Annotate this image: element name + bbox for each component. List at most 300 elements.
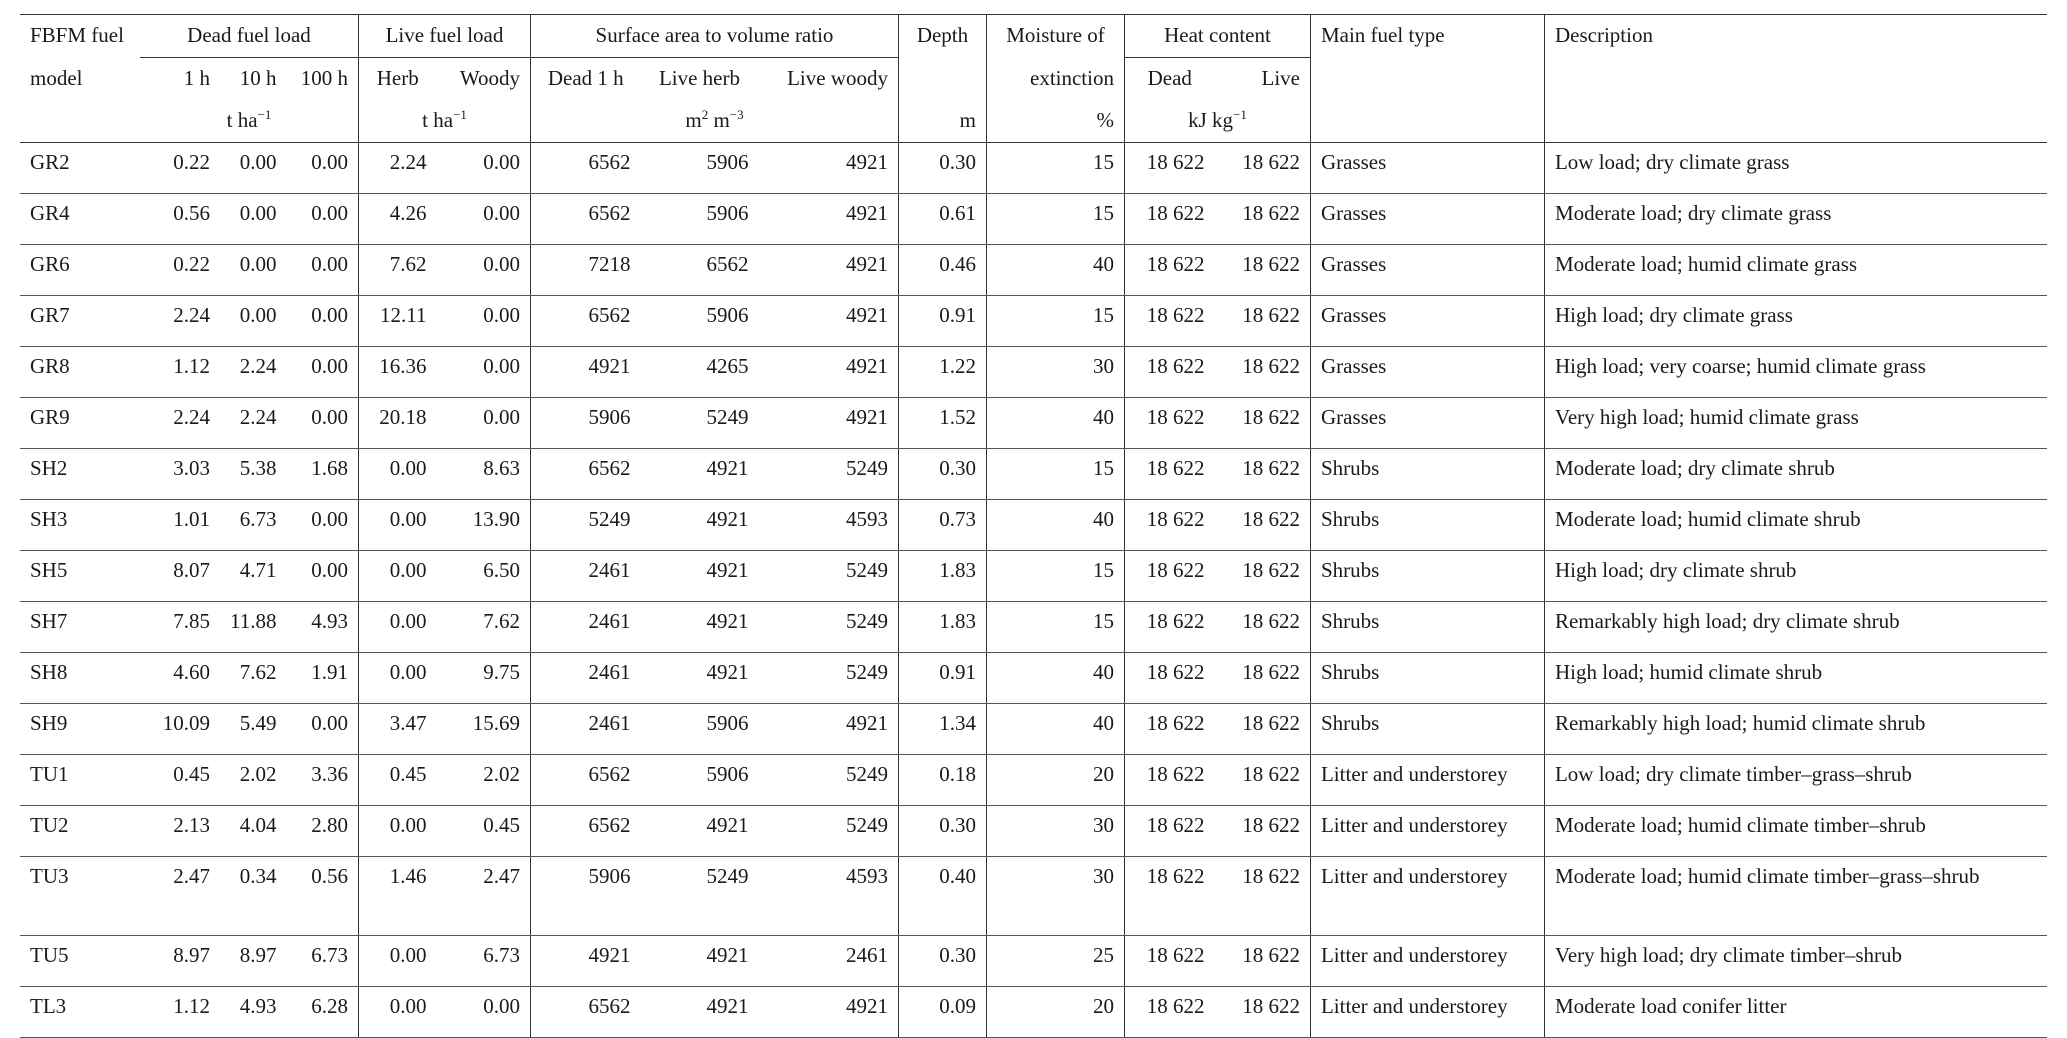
cell-hl: 18 622 bbox=[1214, 987, 1310, 1038]
header-desc-blank bbox=[1544, 58, 2047, 101]
cell-savw: 5249 bbox=[758, 449, 898, 500]
cell-savw: 4921 bbox=[758, 194, 898, 245]
table-row bbox=[20, 347, 2047, 398]
cell-sav1: 6562 bbox=[530, 987, 640, 1038]
units-dead-load-sup: −1 bbox=[257, 107, 272, 123]
cell-moist: 15 bbox=[986, 449, 1124, 500]
cell-model: SH7 bbox=[20, 602, 140, 653]
cell-depth: 1.52 bbox=[898, 398, 986, 449]
cell-depth: 0.73 bbox=[898, 500, 986, 551]
units-sav-b-sup: −3 bbox=[729, 107, 744, 123]
cell-savh: 4921 bbox=[640, 602, 758, 653]
cell-depth: 1.22 bbox=[898, 347, 986, 398]
cell-herb: 3.47 bbox=[358, 704, 436, 755]
cell-d100: 1.91 bbox=[286, 653, 358, 704]
cell-model: SH5 bbox=[20, 551, 140, 602]
cell-d10: 4.04 bbox=[220, 806, 286, 857]
header-depth: Depth bbox=[898, 15, 986, 58]
cell-type: Shrubs bbox=[1310, 551, 1544, 602]
cell-d1: 7.85 bbox=[140, 602, 220, 653]
cell-sav1: 6562 bbox=[530, 806, 640, 857]
cell-model: GR9 bbox=[20, 398, 140, 449]
cell-desc: Moderate load conifer litter bbox=[1544, 987, 2047, 1038]
cell-moist: 25 bbox=[986, 936, 1124, 987]
header-main-fuel-type: Main fuel type bbox=[1310, 15, 1544, 58]
cell-sav1: 5249 bbox=[530, 500, 640, 551]
cell-hd: 18 622 bbox=[1124, 987, 1214, 1038]
cell-d100: 0.00 bbox=[286, 551, 358, 602]
cell-woody: 2.02 bbox=[436, 755, 530, 806]
cell-savw: 2461 bbox=[758, 936, 898, 987]
cell-depth: 0.09 bbox=[898, 987, 986, 1038]
cell-d10: 2.02 bbox=[220, 755, 286, 806]
cell-desc: Moderate load; humid climate grass bbox=[1544, 245, 2047, 296]
cell-type: Grasses bbox=[1310, 245, 1544, 296]
table-row bbox=[20, 653, 2047, 704]
cell-depth: 0.30 bbox=[898, 936, 986, 987]
units-live-load-sup: −1 bbox=[453, 107, 467, 123]
cell-savh: 6562 bbox=[640, 245, 758, 296]
cell-type: Litter and understorey bbox=[1310, 755, 1544, 806]
cell-hd: 18 622 bbox=[1124, 398, 1214, 449]
cell-hl: 18 622 bbox=[1214, 194, 1310, 245]
cell-herb: 0.45 bbox=[358, 755, 436, 806]
cell-model: GR4 bbox=[20, 194, 140, 245]
cell-type: Litter and understorey bbox=[1310, 857, 1544, 936]
cell-depth: 0.30 bbox=[898, 143, 986, 194]
cell-type: Litter and understorey bbox=[1310, 806, 1544, 857]
cell-hd: 18 622 bbox=[1124, 806, 1214, 857]
cell-hd: 18 622 bbox=[1124, 653, 1214, 704]
cell-d1: 1.01 bbox=[140, 500, 220, 551]
cell-desc: Low load; dry climate grass bbox=[1544, 143, 2047, 194]
header-dead-100h: 100 h bbox=[300, 66, 348, 91]
cell-woody: 0.00 bbox=[436, 194, 530, 245]
cell-woody: 7.62 bbox=[436, 602, 530, 653]
cell-savh: 4921 bbox=[640, 987, 758, 1038]
cell-model: SH9 bbox=[20, 704, 140, 755]
cell-hd: 18 622 bbox=[1124, 194, 1214, 245]
table-header bbox=[20, 15, 2047, 143]
cell-model: TU1 bbox=[20, 755, 140, 806]
units-depth: m bbox=[898, 100, 986, 143]
cell-desc: High load; very coarse; humid climate grass bbox=[1544, 347, 2047, 398]
cell-hl: 18 622 bbox=[1214, 143, 1310, 194]
cell-woody: 15.69 bbox=[436, 704, 530, 755]
cell-herb: 0.00 bbox=[358, 653, 436, 704]
table-row bbox=[20, 194, 2047, 245]
cell-hd: 18 622 bbox=[1124, 347, 1214, 398]
fuel-model-table bbox=[20, 14, 2047, 1038]
cell-moist: 15 bbox=[986, 602, 1124, 653]
cell-sav1: 4921 bbox=[530, 347, 640, 398]
fuel-model-table-container bbox=[20, 14, 2047, 1038]
header-units-row bbox=[20, 100, 2047, 143]
table-row bbox=[20, 449, 2047, 500]
cell-sav1: 5906 bbox=[530, 857, 640, 936]
cell-depth: 0.18 bbox=[898, 755, 986, 806]
cell-model: GR8 bbox=[20, 347, 140, 398]
cell-d1: 2.24 bbox=[140, 296, 220, 347]
cell-d100: 0.00 bbox=[286, 347, 358, 398]
table-row bbox=[20, 398, 2047, 449]
cell-d100: 1.68 bbox=[286, 449, 358, 500]
cell-d1: 2.47 bbox=[140, 857, 220, 936]
cell-moist: 40 bbox=[986, 398, 1124, 449]
cell-sav1: 2461 bbox=[530, 551, 640, 602]
header-fbfm-line2: model bbox=[30, 65, 83, 90]
cell-d10: 11.88 bbox=[220, 602, 286, 653]
header-fueltype-blank bbox=[1310, 58, 1544, 101]
cell-woody: 6.50 bbox=[436, 551, 530, 602]
cell-model: GR7 bbox=[20, 296, 140, 347]
cell-d10: 8.97 bbox=[220, 936, 286, 987]
cell-sav1: 5906 bbox=[530, 398, 640, 449]
cell-d10: 0.00 bbox=[220, 245, 286, 296]
cell-d100: 3.36 bbox=[286, 755, 358, 806]
cell-hl: 18 622 bbox=[1214, 936, 1310, 987]
cell-moist: 40 bbox=[986, 653, 1124, 704]
cell-savh: 4921 bbox=[640, 551, 758, 602]
cell-herb: 0.00 bbox=[358, 551, 436, 602]
cell-model: TU5 bbox=[20, 936, 140, 987]
cell-depth: 1.34 bbox=[898, 704, 986, 755]
table-row bbox=[20, 296, 2047, 347]
cell-d100: 4.93 bbox=[286, 602, 358, 653]
cell-type: Grasses bbox=[1310, 296, 1544, 347]
cell-savh: 4921 bbox=[640, 936, 758, 987]
cell-hd: 18 622 bbox=[1124, 551, 1214, 602]
header-heat-live: Live bbox=[1261, 66, 1300, 91]
cell-model: SH3 bbox=[20, 500, 140, 551]
cell-savw: 4921 bbox=[758, 347, 898, 398]
units-heat-sup: −1 bbox=[1233, 107, 1247, 123]
cell-depth: 0.46 bbox=[898, 245, 986, 296]
cell-desc: Moderate load; humid climate timber–grass–shrub bbox=[1544, 857, 2047, 936]
cell-hl: 18 622 bbox=[1214, 857, 1310, 936]
cell-savh: 4921 bbox=[640, 500, 758, 551]
table-row bbox=[20, 806, 2047, 857]
cell-d100: 0.00 bbox=[286, 245, 358, 296]
cell-model: GR6 bbox=[20, 245, 140, 296]
cell-hl: 18 622 bbox=[1214, 449, 1310, 500]
cell-woody: 8.63 bbox=[436, 449, 530, 500]
cell-herb: 20.18 bbox=[358, 398, 436, 449]
cell-hd: 18 622 bbox=[1124, 143, 1214, 194]
cell-d100: 0.00 bbox=[286, 500, 358, 551]
cell-savw: 4921 bbox=[758, 987, 898, 1038]
cell-woody: 0.00 bbox=[436, 245, 530, 296]
cell-type: Shrubs bbox=[1310, 500, 1544, 551]
cell-depth: 0.30 bbox=[898, 806, 986, 857]
cell-moist: 15 bbox=[986, 143, 1124, 194]
header-sav-ratio: Surface area to volume ratio bbox=[530, 15, 898, 58]
cell-savh: 5906 bbox=[640, 194, 758, 245]
cell-savh: 5906 bbox=[640, 143, 758, 194]
cell-savh: 5906 bbox=[640, 755, 758, 806]
cell-sav1: 6562 bbox=[530, 296, 640, 347]
cell-herb: 12.11 bbox=[358, 296, 436, 347]
cell-type: Shrubs bbox=[1310, 449, 1544, 500]
cell-savh: 5249 bbox=[640, 398, 758, 449]
cell-moist: 15 bbox=[986, 551, 1124, 602]
cell-savw: 5249 bbox=[758, 602, 898, 653]
cell-savw: 4921 bbox=[758, 296, 898, 347]
cell-hl: 18 622 bbox=[1214, 653, 1310, 704]
header-description: Description bbox=[1544, 15, 2047, 58]
cell-sav1: 6562 bbox=[530, 143, 640, 194]
cell-d100: 0.00 bbox=[286, 704, 358, 755]
cell-hl: 18 622 bbox=[1214, 704, 1310, 755]
cell-model: TL3 bbox=[20, 987, 140, 1038]
cell-savw: 4921 bbox=[758, 704, 898, 755]
cell-depth: 0.30 bbox=[898, 449, 986, 500]
cell-model: TU2 bbox=[20, 806, 140, 857]
cell-desc: Moderate load; dry climate shrub bbox=[1544, 449, 2047, 500]
cell-hl: 18 622 bbox=[1214, 806, 1310, 857]
header-live-fuel-load: Live fuel load bbox=[358, 15, 530, 58]
cell-type: Grasses bbox=[1310, 194, 1544, 245]
cell-d10: 7.62 bbox=[220, 653, 286, 704]
cell-depth: 0.91 bbox=[898, 653, 986, 704]
cell-d100: 0.00 bbox=[286, 398, 358, 449]
header-heat-content: Heat content bbox=[1124, 15, 1310, 58]
units-heat bbox=[1124, 100, 1310, 143]
cell-d10: 5.49 bbox=[220, 704, 286, 755]
units-sav-b: m bbox=[708, 108, 730, 133]
cell-hl: 18 622 bbox=[1214, 755, 1310, 806]
cell-desc: High load; dry climate shrub bbox=[1544, 551, 2047, 602]
cell-savw: 4593 bbox=[758, 857, 898, 936]
cell-d100: 0.00 bbox=[286, 194, 358, 245]
cell-sav1: 2461 bbox=[530, 704, 640, 755]
cell-desc: Low load; dry climate timber–grass–shrub bbox=[1544, 755, 2047, 806]
cell-hl: 18 622 bbox=[1214, 500, 1310, 551]
cell-sav1: 2461 bbox=[530, 602, 640, 653]
cell-sav1: 2461 bbox=[530, 653, 640, 704]
units-sav-a: m bbox=[685, 108, 702, 133]
header-sav-dead1h: Dead 1 h bbox=[530, 58, 640, 101]
header-depth-blank bbox=[898, 58, 986, 101]
cell-hd: 18 622 bbox=[1124, 936, 1214, 987]
units-dead-load-text: t ha bbox=[226, 108, 258, 133]
cell-desc: Very high load; dry climate timber–shrub bbox=[1544, 936, 2047, 987]
cell-hl: 18 622 bbox=[1214, 296, 1310, 347]
cell-sav1: 4921 bbox=[530, 936, 640, 987]
units-heat-text: kJ kg bbox=[1188, 108, 1234, 133]
cell-d10: 5.38 bbox=[220, 449, 286, 500]
cell-herb: 7.62 bbox=[358, 245, 436, 296]
cell-herb: 1.46 bbox=[358, 857, 436, 936]
cell-herb: 2.24 bbox=[358, 143, 436, 194]
cell-hd: 18 622 bbox=[1124, 245, 1214, 296]
cell-woody: 0.00 bbox=[436, 347, 530, 398]
header-row-1 bbox=[20, 15, 2047, 58]
header-heat-dead: Dead bbox=[1124, 58, 1214, 101]
cell-savh: 5906 bbox=[640, 704, 758, 755]
cell-herb: 0.00 bbox=[358, 987, 436, 1038]
cell-d10: 0.00 bbox=[220, 194, 286, 245]
header-row-2 bbox=[20, 58, 2047, 101]
cell-hd: 18 622 bbox=[1124, 449, 1214, 500]
table-row bbox=[20, 551, 2047, 602]
header-moisture-line2: extinction bbox=[986, 58, 1124, 101]
cell-savh: 5906 bbox=[640, 296, 758, 347]
cell-herb: 4.26 bbox=[358, 194, 436, 245]
cell-desc: Moderate load; dry climate grass bbox=[1544, 194, 2047, 245]
cell-hd: 18 622 bbox=[1124, 500, 1214, 551]
cell-depth: 0.91 bbox=[898, 296, 986, 347]
cell-savh: 5249 bbox=[640, 857, 758, 936]
cell-woody: 9.75 bbox=[436, 653, 530, 704]
cell-hd: 18 622 bbox=[1124, 755, 1214, 806]
cell-d100: 0.00 bbox=[286, 143, 358, 194]
units-fueltype-blank bbox=[1310, 100, 1544, 143]
cell-model: TU3 bbox=[20, 857, 140, 936]
cell-d1: 2.13 bbox=[140, 806, 220, 857]
cell-type: Shrubs bbox=[1310, 653, 1544, 704]
units-desc-blank bbox=[1544, 100, 2047, 143]
cell-moist: 30 bbox=[986, 806, 1124, 857]
cell-savh: 4265 bbox=[640, 347, 758, 398]
cell-desc: Moderate load; humid climate shrub bbox=[1544, 500, 2047, 551]
cell-depth: 1.83 bbox=[898, 551, 986, 602]
cell-d1: 10.09 bbox=[140, 704, 220, 755]
cell-moist: 40 bbox=[986, 245, 1124, 296]
cell-savw: 5249 bbox=[758, 551, 898, 602]
cell-hl: 18 622 bbox=[1214, 602, 1310, 653]
cell-d1: 0.22 bbox=[140, 245, 220, 296]
header-live-woody: Woody bbox=[459, 66, 520, 91]
cell-savh: 4921 bbox=[640, 806, 758, 857]
header-fbfm-line1: FBFM fuel bbox=[20, 15, 140, 58]
cell-woody: 0.00 bbox=[436, 143, 530, 194]
cell-savh: 4921 bbox=[640, 449, 758, 500]
header-live-herb: Herb bbox=[358, 58, 436, 101]
cell-woody: 0.00 bbox=[436, 987, 530, 1038]
cell-hl: 18 622 bbox=[1214, 551, 1310, 602]
cell-savw: 4921 bbox=[758, 245, 898, 296]
cell-d1: 0.22 bbox=[140, 143, 220, 194]
cell-d10: 2.24 bbox=[220, 347, 286, 398]
cell-hd: 18 622 bbox=[1124, 296, 1214, 347]
cell-woody: 0.00 bbox=[436, 398, 530, 449]
cell-type: Shrubs bbox=[1310, 602, 1544, 653]
cell-depth: 0.61 bbox=[898, 194, 986, 245]
cell-woody: 2.47 bbox=[436, 857, 530, 936]
cell-d1: 1.12 bbox=[140, 347, 220, 398]
cell-d1: 2.24 bbox=[140, 398, 220, 449]
cell-d100: 0.00 bbox=[286, 296, 358, 347]
cell-herb: 0.00 bbox=[358, 449, 436, 500]
cell-d100: 6.28 bbox=[286, 987, 358, 1038]
cell-d1: 0.45 bbox=[140, 755, 220, 806]
cell-herb: 0.00 bbox=[358, 806, 436, 857]
cell-savw: 5249 bbox=[758, 653, 898, 704]
cell-d10: 4.71 bbox=[220, 551, 286, 602]
cell-moist: 20 bbox=[986, 755, 1124, 806]
cell-d100: 0.56 bbox=[286, 857, 358, 936]
cell-savw: 5249 bbox=[758, 755, 898, 806]
cell-woody: 13.90 bbox=[436, 500, 530, 551]
cell-hl: 18 622 bbox=[1214, 245, 1310, 296]
cell-d1: 4.60 bbox=[140, 653, 220, 704]
cell-savh: 4921 bbox=[640, 653, 758, 704]
cell-moist: 30 bbox=[986, 347, 1124, 398]
cell-depth: 0.40 bbox=[898, 857, 986, 936]
cell-moist: 40 bbox=[986, 704, 1124, 755]
header-sav-livewoody: Live woody bbox=[787, 66, 888, 91]
cell-d1: 0.56 bbox=[140, 194, 220, 245]
cell-moist: 40 bbox=[986, 500, 1124, 551]
table-row bbox=[20, 857, 2047, 936]
cell-model: SH8 bbox=[20, 653, 140, 704]
cell-woody: 0.00 bbox=[436, 296, 530, 347]
cell-woody: 6.73 bbox=[436, 936, 530, 987]
table-row bbox=[20, 143, 2047, 194]
cell-d10: 0.00 bbox=[220, 143, 286, 194]
cell-moist: 15 bbox=[986, 194, 1124, 245]
table-row bbox=[20, 755, 2047, 806]
cell-sav1: 6562 bbox=[530, 755, 640, 806]
cell-woody: 0.45 bbox=[436, 806, 530, 857]
cell-type: Litter and understorey bbox=[1310, 987, 1544, 1038]
cell-savw: 4921 bbox=[758, 143, 898, 194]
cell-type: Litter and understorey bbox=[1310, 936, 1544, 987]
cell-desc: High load; dry climate grass bbox=[1544, 296, 2047, 347]
cell-model: GR2 bbox=[20, 143, 140, 194]
cell-herb: 0.00 bbox=[358, 500, 436, 551]
cell-d10: 4.93 bbox=[220, 987, 286, 1038]
cell-desc: Remarkably high load; dry climate shrub bbox=[1544, 602, 2047, 653]
cell-d10: 6.73 bbox=[220, 500, 286, 551]
table-row bbox=[20, 704, 2047, 755]
cell-type: Shrubs bbox=[1310, 704, 1544, 755]
units-dead-load bbox=[140, 100, 358, 143]
cell-d1: 3.03 bbox=[140, 449, 220, 500]
table-row bbox=[20, 500, 2047, 551]
header-dead-1h: 1 h bbox=[183, 66, 210, 91]
header-dead-fuel-load: Dead fuel load bbox=[140, 15, 358, 58]
units-model-blank bbox=[20, 100, 140, 143]
cell-savw: 4921 bbox=[758, 398, 898, 449]
table-row bbox=[20, 936, 2047, 987]
cell-d1: 8.07 bbox=[140, 551, 220, 602]
units-sav bbox=[530, 100, 898, 143]
table-body bbox=[20, 143, 2047, 1038]
cell-desc: Very high load; humid climate grass bbox=[1544, 398, 2047, 449]
cell-sav1: 6562 bbox=[530, 449, 640, 500]
cell-herb: 0.00 bbox=[358, 936, 436, 987]
cell-moist: 30 bbox=[986, 857, 1124, 936]
cell-moist: 15 bbox=[986, 296, 1124, 347]
cell-d100: 6.73 bbox=[286, 936, 358, 987]
cell-savw: 5249 bbox=[758, 806, 898, 857]
cell-hl: 18 622 bbox=[1214, 347, 1310, 398]
cell-desc: Moderate load; humid climate timber–shrub bbox=[1544, 806, 2047, 857]
cell-moist: 20 bbox=[986, 987, 1124, 1038]
units-live-load bbox=[358, 100, 530, 143]
cell-hd: 18 622 bbox=[1124, 704, 1214, 755]
cell-desc: Remarkably high load; humid climate shrub bbox=[1544, 704, 2047, 755]
cell-herb: 0.00 bbox=[358, 602, 436, 653]
table-row bbox=[20, 602, 2047, 653]
header-moisture-line1: Moisture of bbox=[986, 15, 1124, 58]
cell-type: Grasses bbox=[1310, 143, 1544, 194]
cell-model: SH2 bbox=[20, 449, 140, 500]
cell-d1: 8.97 bbox=[140, 936, 220, 987]
cell-depth: 1.83 bbox=[898, 602, 986, 653]
